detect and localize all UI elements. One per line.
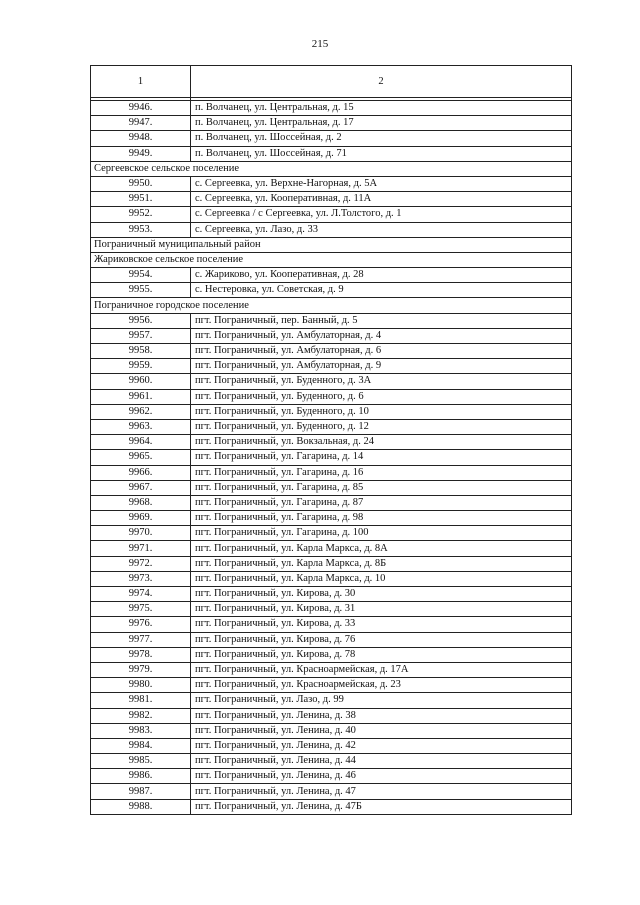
section-heading: Сергеевское сельское поселение [91, 161, 572, 176]
table-row [91, 632, 572, 647]
section-heading-row [91, 252, 572, 267]
table-row [91, 480, 572, 495]
column-header-number: 1 [91, 66, 191, 98]
table-row [91, 526, 572, 541]
row-address: пгт. Пограничный, ул. Амбулаторная, д. 9 [191, 359, 572, 374]
table-row [91, 587, 572, 602]
row-address: пгт. Пограничный, ул. Ленина, д. 47 [191, 784, 572, 799]
section-heading-row [91, 298, 572, 313]
row-address: пгт. Пограничный, ул. Красноармейская, д. 17А [191, 662, 572, 677]
row-address: пгт. Пограничный, ул. Гагарина, д. 14 [191, 450, 572, 465]
row-number: 9947. [91, 116, 191, 131]
row-address: пгт. Пограничный, ул. Ленина, д. 42 [191, 738, 572, 753]
row-address: с. Сергеевка, ул. Кооперативная, д. 11А [191, 192, 572, 207]
row-number: 9948. [91, 131, 191, 146]
table-row [91, 541, 572, 556]
row-address: пгт. Пограничный, ул. Кирова, д. 76 [191, 632, 572, 647]
row-number: 9972. [91, 556, 191, 571]
row-address: с. Жариково, ул. Кооперативная, д. 28 [191, 268, 572, 283]
table-row [91, 374, 572, 389]
row-address: пгт. Пограничный, ул. Ленина, д. 47Б [191, 799, 572, 814]
row-address: пгт. Пограничный, пер. Банный, д. 5 [191, 313, 572, 328]
row-number: 9974. [91, 587, 191, 602]
table-row [91, 799, 572, 814]
row-number: 9971. [91, 541, 191, 556]
table-row [91, 359, 572, 374]
row-number: 9957. [91, 328, 191, 343]
table-row [91, 101, 572, 116]
row-address: пгт. Пограничный, ул. Гагарина, д. 98 [191, 511, 572, 526]
table-header-row [91, 66, 572, 98]
row-address: пгт. Пограничный, ул. Кирова, д. 33 [191, 617, 572, 632]
table-row [91, 495, 572, 510]
row-address: с. Сергеевка, ул. Верхне-Нагорная, д. 5А [191, 176, 572, 191]
table-row [91, 116, 572, 131]
row-address: пгт. Пограничный, ул. Кирова, д. 31 [191, 602, 572, 617]
row-address: пгт. Пограничный, ул. Кирова, д. 30 [191, 587, 572, 602]
row-address: пгт. Пограничный, ул. Гагарина, д. 16 [191, 465, 572, 480]
row-address: п. Волчанец, ул. Шоссейная, д. 71 [191, 146, 572, 161]
row-number: 9988. [91, 799, 191, 814]
table-row [91, 662, 572, 677]
table-body [91, 101, 572, 815]
page-number: 215 [311, 38, 329, 50]
row-number: 9966. [91, 465, 191, 480]
row-number: 9979. [91, 662, 191, 677]
row-number: 9987. [91, 784, 191, 799]
row-address: пгт. Пограничный, ул. Гагарина, д. 85 [191, 480, 572, 495]
row-address: пгт. Пограничный, ул. Карла Маркса, д. 8Б [191, 556, 572, 571]
table-row [91, 647, 572, 662]
row-address: пгт. Пограничный, ул. Буденного, д. 6 [191, 389, 572, 404]
table-row [91, 344, 572, 359]
row-number: 9973. [91, 571, 191, 586]
table-row [91, 571, 572, 586]
row-number: 9978. [91, 647, 191, 662]
row-address: пгт. Пограничный, ул. Амбулаторная, д. 6 [191, 344, 572, 359]
row-number: 9965. [91, 450, 191, 465]
table-row [91, 131, 572, 146]
row-address: пгт. Пограничный, ул. Красноармейская, д. 23 [191, 678, 572, 693]
table-row [91, 738, 572, 753]
row-address: с. Сергеевка / с Сергеевка, ул. Л.Толстого, д. 1 [191, 207, 572, 222]
row-address: пгт. Пограничный, ул. Гагарина, д. 87 [191, 495, 572, 510]
table-row [91, 404, 572, 419]
row-number: 9954. [91, 268, 191, 283]
row-number: 9951. [91, 192, 191, 207]
row-number: 9964. [91, 435, 191, 450]
row-number: 9953. [91, 222, 191, 237]
row-number: 9955. [91, 283, 191, 298]
table-row [91, 435, 572, 450]
row-number: 9975. [91, 602, 191, 617]
row-number: 9961. [91, 389, 191, 404]
row-address: пгт. Пограничный, ул. Амбулаторная, д. 4 [191, 328, 572, 343]
section-heading-row [91, 161, 572, 176]
row-number: 9959. [91, 359, 191, 374]
row-address: пгт. Пограничный, ул. Буденного, д. 10 [191, 404, 572, 419]
row-number: 9967. [91, 480, 191, 495]
table-row [91, 192, 572, 207]
row-number: 9958. [91, 344, 191, 359]
row-address: с. Нестеровка, ул. Советская, д. 9 [191, 283, 572, 298]
row-address: пгт. Пограничный, ул. Гагарина, д. 100 [191, 526, 572, 541]
table-row [91, 176, 572, 191]
row-address: пгт. Пограничный, ул. Буденного, д. 3А [191, 374, 572, 389]
row-address: пгт. Пограничный, ул. Карла Маркса, д. 8А [191, 541, 572, 556]
row-address: п. Волчанец, ул. Центральная, д. 15 [191, 101, 572, 116]
row-number: 9956. [91, 313, 191, 328]
row-number: 9982. [91, 708, 191, 723]
table-row [91, 465, 572, 480]
row-address: пгт. Пограничный, ул. Ленина, д. 46 [191, 769, 572, 784]
table-row [91, 754, 572, 769]
address-table [90, 65, 572, 815]
row-address: пгт. Пограничный, ул. Вокзальная, д. 24 [191, 435, 572, 450]
table-row [91, 511, 572, 526]
row-address: п. Волчанец, ул. Центральная, д. 17 [191, 116, 572, 131]
table-row [91, 222, 572, 237]
column-header-address: 2 [191, 66, 572, 98]
row-address: с. Сергеевка, ул. Лазо, д. 33 [191, 222, 572, 237]
row-number: 9946. [91, 101, 191, 116]
row-number: 9976. [91, 617, 191, 632]
table-row [91, 556, 572, 571]
table-row [91, 678, 572, 693]
table-row [91, 389, 572, 404]
row-address: пгт. Пограничный, ул. Ленина, д. 40 [191, 723, 572, 738]
row-address: пгт. Пограничный, ул. Ленина, д. 44 [191, 754, 572, 769]
row-number: 9984. [91, 738, 191, 753]
table-row [91, 723, 572, 738]
table-row [91, 693, 572, 708]
row-number: 9980. [91, 678, 191, 693]
table-row [91, 268, 572, 283]
table-row [91, 708, 572, 723]
row-number: 9986. [91, 769, 191, 784]
row-address: п. Волчанец, ул. Шоссейная, д. 2 [191, 131, 572, 146]
table-row [91, 784, 572, 799]
table-row [91, 328, 572, 343]
row-address: пгт. Пограничный, ул. Ленина, д. 38 [191, 708, 572, 723]
row-number: 9962. [91, 404, 191, 419]
row-number: 9985. [91, 754, 191, 769]
table-row [91, 769, 572, 784]
row-number: 9983. [91, 723, 191, 738]
table-row [91, 602, 572, 617]
row-address: пгт. Пограничный, ул. Карла Маркса, д. 10 [191, 571, 572, 586]
row-number: 9970. [91, 526, 191, 541]
row-number: 9968. [91, 495, 191, 510]
section-heading-row [91, 237, 572, 252]
section-heading: Жариковское сельское поселение [91, 252, 572, 267]
row-address: пгт. Пограничный, ул. Буденного, д. 12 [191, 419, 572, 434]
row-number: 9960. [91, 374, 191, 389]
row-number: 9950. [91, 176, 191, 191]
table-row [91, 617, 572, 632]
table-row [91, 419, 572, 434]
table-row [91, 450, 572, 465]
row-address: пгт. Пограничный, ул. Лазо, д. 99 [191, 693, 572, 708]
section-heading: Пограничный муниципальный район [91, 237, 572, 252]
row-number: 9952. [91, 207, 191, 222]
row-address: пгт. Пограничный, ул. Кирова, д. 78 [191, 647, 572, 662]
row-number: 9949. [91, 146, 191, 161]
section-heading: Пограничное городское поселение [91, 298, 572, 313]
table-row [91, 283, 572, 298]
row-number: 9977. [91, 632, 191, 647]
table-row [91, 313, 572, 328]
row-number: 9981. [91, 693, 191, 708]
table-row [91, 146, 572, 161]
row-number: 9963. [91, 419, 191, 434]
row-number: 9969. [91, 511, 191, 526]
table-row [91, 207, 572, 222]
